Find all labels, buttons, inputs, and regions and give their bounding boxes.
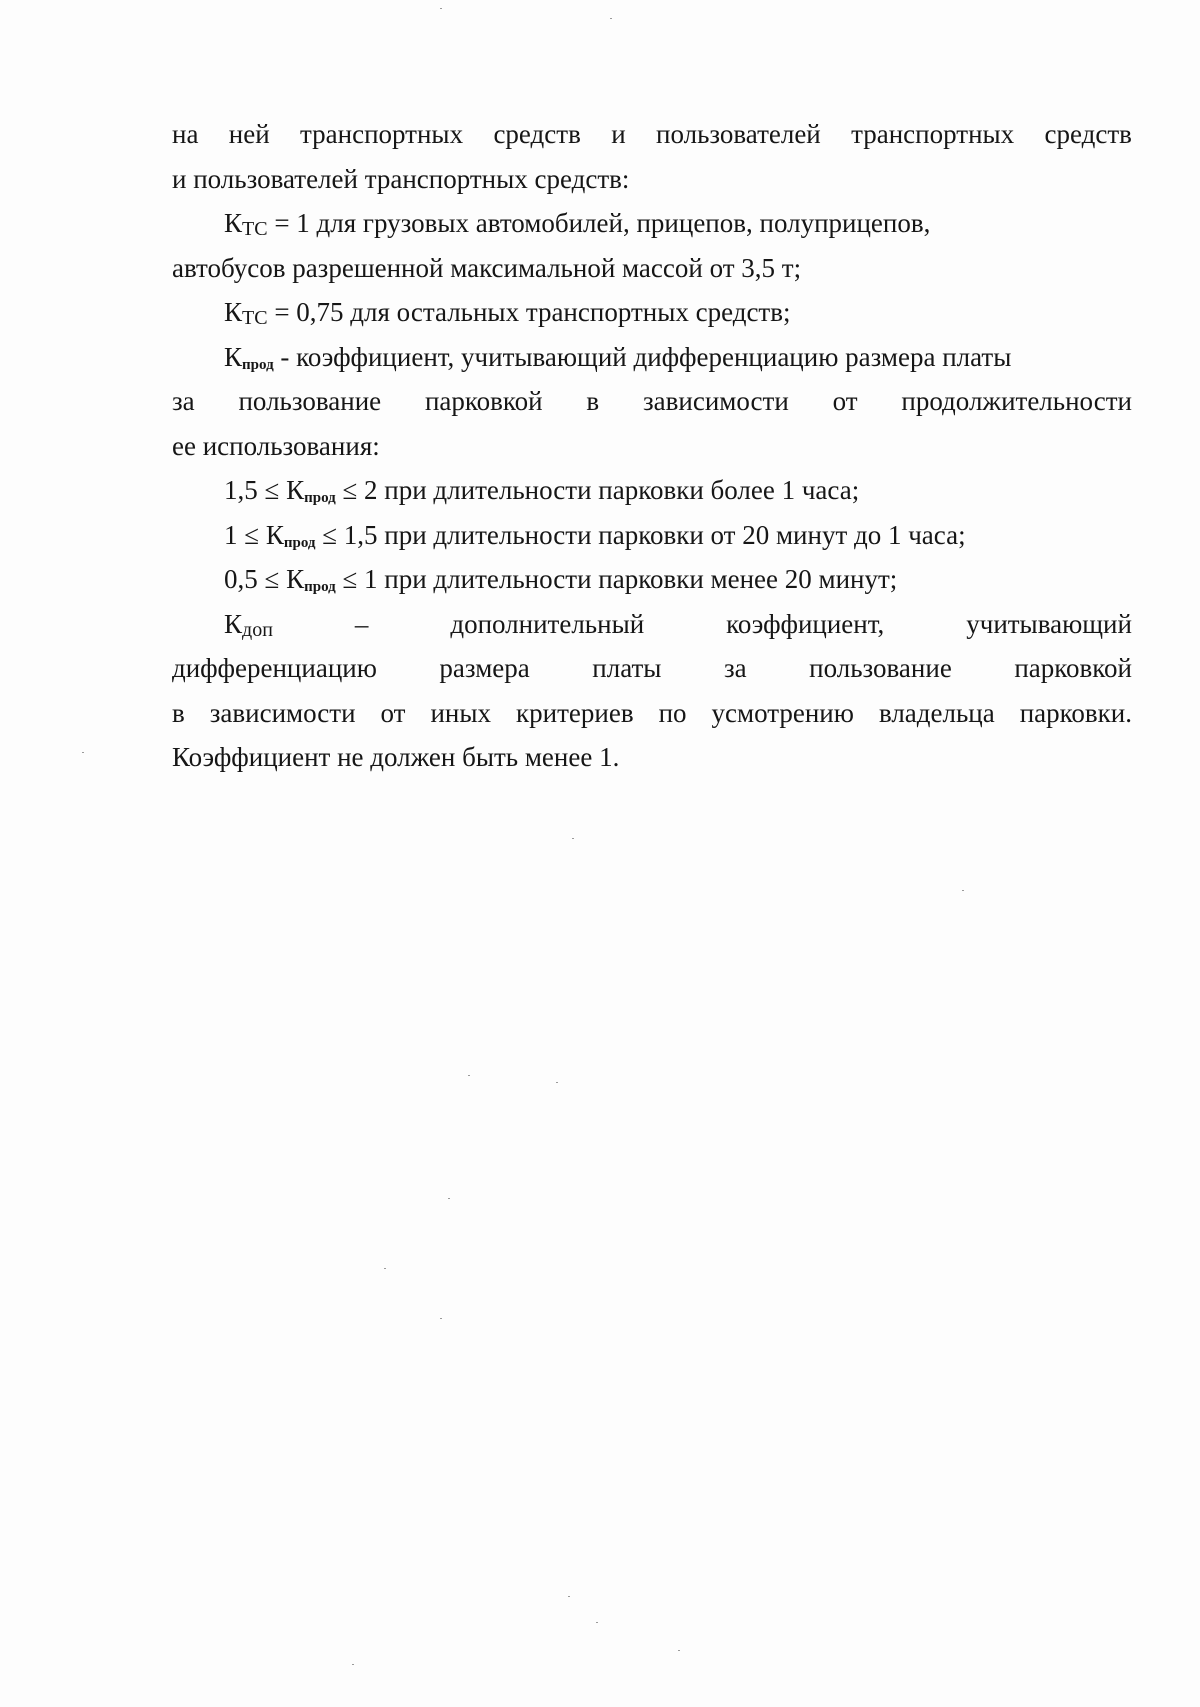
coefficient-subscript: прод [283, 534, 316, 551]
line-text: ≤ 1,5 при длительности парковки от 20 минут до 1 часа; [315, 519, 966, 550]
line-13 [172, 646, 1132, 691]
document-body [172, 112, 1132, 780]
word: от [380, 697, 406, 728]
line-4: автобусов разрешенной максимальной массой от 3,5 т; [172, 252, 802, 283]
scan-speck [384, 1268, 386, 1269]
scan-speck [572, 838, 574, 839]
coefficient-subscript: ТС [242, 218, 268, 240]
line-1 [172, 112, 1132, 157]
coefficient-subscript: прод [242, 356, 274, 373]
line-text: ≤ 1 при длительности парковки менее 20 минут; [335, 564, 898, 594]
line-prefix: 1,5 ≤ К [224, 475, 305, 505]
word: ней [228, 119, 270, 149]
coefficient-dop [224, 602, 273, 647]
line-text: = 0,75 для остальных транспортных средств; [267, 297, 791, 327]
word: в [586, 386, 600, 416]
scan-speck [678, 1650, 680, 1651]
coefficient-symbol: К [224, 208, 243, 238]
coefficient-subscript: прод [304, 490, 336, 506]
line-15: Коэффициент не должен быть менее 1. [172, 742, 620, 772]
line-prefix: 0,5 ≤ К [224, 564, 305, 594]
word: на [172, 119, 199, 149]
coefficient-subscript: доп [242, 618, 273, 641]
word: критериев [516, 697, 634, 728]
line-10 [172, 513, 1132, 558]
coefficient-symbol: К [224, 341, 243, 372]
scan-speck [962, 890, 964, 891]
line-9 [172, 468, 1132, 513]
word: от [832, 386, 858, 416]
word: платы [592, 653, 662, 683]
word: парковкой [1014, 653, 1132, 683]
coefficient-symbol: К [224, 608, 243, 639]
word: зависимости [643, 386, 789, 416]
word: дополнительный [450, 608, 645, 639]
word: иных [430, 697, 492, 728]
word: усмотрению [711, 697, 854, 728]
line-7 [172, 379, 1132, 424]
word: учитывающий [966, 608, 1132, 639]
coefficient-subscript: прод [304, 579, 336, 595]
line-11 [172, 557, 1132, 602]
line-3 [172, 201, 1132, 246]
word: парковкой [424, 386, 543, 416]
word: продолжительности [901, 386, 1132, 416]
scan-speck [448, 1198, 450, 1199]
word: по [658, 697, 687, 728]
line-text: - коэффициент, учитывающий дифференциацию размера платы [273, 341, 1012, 372]
scan-speck [352, 1664, 354, 1665]
word: пользователей [656, 119, 821, 149]
scan-speck [610, 18, 612, 19]
word: за [723, 653, 747, 683]
scan-speck [82, 752, 84, 753]
line-14 [172, 691, 1132, 736]
line-5 [172, 290, 1132, 335]
line-8: ее использования: [172, 430, 380, 461]
word: – [354, 608, 369, 639]
scan-speck [568, 1596, 570, 1597]
word: и [611, 119, 626, 149]
word: парковки. [1019, 697, 1132, 728]
word: коэффициент, [726, 608, 885, 639]
scan-speck [556, 1082, 558, 1083]
word: пользование [238, 386, 382, 416]
line-2: и пользователей транспортных средств: [172, 163, 630, 194]
coefficient-symbol: К [224, 297, 243, 327]
line-6 [172, 335, 1132, 380]
scan-speck [468, 1075, 470, 1076]
line-12 [172, 602, 1132, 647]
scan-speck [440, 1318, 442, 1319]
word: зависимости [209, 697, 356, 728]
scan-speck [440, 8, 442, 9]
line-prefix: 1 ≤ К [224, 519, 284, 550]
word: в [172, 697, 185, 728]
line-text: ≤ 2 при длительности парковки более 1 часа; [335, 475, 860, 505]
word: владельца [878, 697, 995, 728]
word: пользование [809, 653, 952, 683]
scan-speck [596, 1622, 598, 1623]
word: дифференциацию [172, 653, 377, 683]
word: средств [1044, 119, 1132, 149]
coefficient-subscript: ТС [242, 307, 268, 329]
word: средств [493, 119, 581, 149]
line-text: = 1 для грузовых автомобилей, прицепов, полуприцепов, [267, 208, 931, 238]
word: транспортных [300, 119, 464, 149]
word: транспортных [851, 119, 1015, 149]
word: за [172, 386, 195, 416]
word: размера [439, 653, 530, 683]
